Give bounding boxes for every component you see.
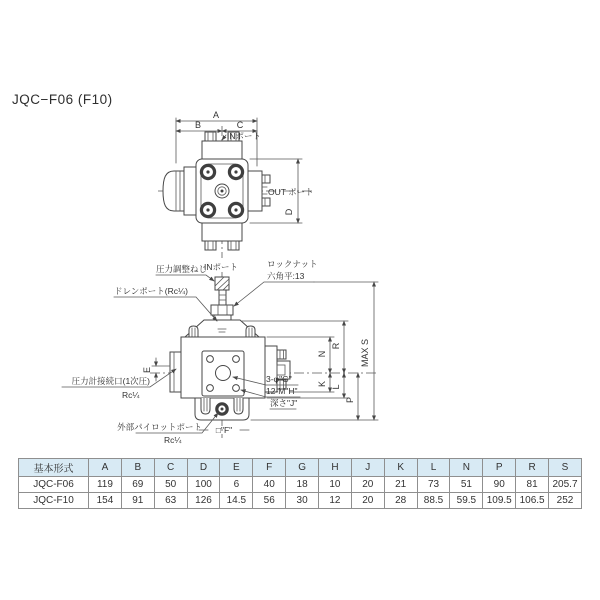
- label-square-f: □"F": [215, 425, 233, 435]
- cell-value: 252: [549, 493, 582, 509]
- label-in-port-bottom: INポート: [204, 262, 239, 272]
- base-bolt-right: [234, 398, 243, 414]
- cap-ear-right: [246, 326, 255, 337]
- col-header-f: F: [253, 459, 286, 477]
- cell-value: 73: [417, 477, 450, 493]
- adjustment-screw: [215, 277, 229, 306]
- label-pressure-adjust-screw: 圧力調整ねじ: [156, 264, 208, 274]
- dim-max-s-label: MAX S: [360, 338, 370, 368]
- cell-value: 56: [253, 493, 286, 509]
- dim-p-label: P: [345, 396, 355, 404]
- plan-bottom-tab-right: [228, 241, 239, 250]
- label-drain-port: ドレンポート(Rc¼): [114, 286, 188, 296]
- plan-out-ear-top: [262, 175, 270, 183]
- col-header-a: A: [89, 459, 122, 477]
- label-holes-g: 3-φ"G": [266, 374, 292, 384]
- col-header-model: 基本形式: [19, 459, 89, 477]
- cell-value: 51: [450, 477, 483, 493]
- cell-value: 91: [121, 493, 154, 509]
- label-in-port-top: INポート: [227, 131, 262, 141]
- label-depth-j: 深さ"J": [270, 398, 298, 408]
- cell-value: 119: [89, 477, 122, 493]
- col-header-d: D: [187, 459, 220, 477]
- table-row: [19, 477, 582, 493]
- face-plate: [202, 351, 244, 396]
- plan-left-step: [184, 167, 196, 215]
- cell-value: 88.5: [417, 493, 450, 509]
- cell-value: 69: [121, 477, 154, 493]
- cell-value: 109.5: [483, 493, 516, 509]
- cell-model: JQC-F06: [19, 477, 89, 493]
- col-header-l: L: [417, 459, 450, 477]
- plan-center-port: [215, 184, 229, 198]
- dim-d-label: D: [284, 208, 294, 216]
- label-gauge-port: 圧力計接続口(1次圧): [71, 376, 150, 386]
- dimension-table: [18, 458, 582, 509]
- table-body: [19, 477, 582, 509]
- dim-r-label: R: [331, 342, 341, 350]
- cell-value: 10: [319, 477, 352, 493]
- label-thread-h: 12-M"H": [266, 386, 298, 396]
- col-header-r: R: [516, 459, 549, 477]
- cell-value: 81: [516, 477, 549, 493]
- col-header-k: K: [384, 459, 417, 477]
- dim-e-label: E: [142, 366, 152, 374]
- col-header-n: N: [450, 459, 483, 477]
- base-bolt-left: [201, 398, 210, 414]
- plan-out-ear-bottom: [262, 198, 270, 206]
- plan-view: [158, 110, 314, 272]
- cell-value: 12: [319, 493, 352, 509]
- cell-value: 154: [89, 493, 122, 509]
- col-header-b: B: [121, 459, 154, 477]
- cell-model: JQC-F10: [19, 493, 89, 509]
- cell-value: 21: [384, 477, 417, 493]
- label-out-port: OUT ポート: [268, 187, 314, 197]
- plan-left-dome: [163, 171, 184, 211]
- label-hex-flat: 六角平:13: [267, 271, 305, 281]
- front-view: [62, 259, 378, 445]
- dim-a-label: A: [212, 110, 220, 120]
- label-gauge-port-size: Rc¼: [122, 390, 140, 400]
- dim-b-label: B: [194, 120, 202, 130]
- dim-k-label: K: [317, 380, 327, 388]
- col-header-s: S: [549, 459, 582, 477]
- table-header-row: [19, 459, 582, 477]
- cell-value: 18: [286, 477, 319, 493]
- cell-value: 6: [220, 477, 253, 493]
- plan-out-block: [248, 171, 262, 211]
- col-header-h: H: [319, 459, 352, 477]
- cell-value: 20: [351, 477, 384, 493]
- cell-value: 126: [187, 493, 220, 509]
- col-header-g: G: [286, 459, 319, 477]
- table-row: [19, 493, 582, 509]
- cell-value: 63: [154, 493, 187, 509]
- dim-n-label: N: [317, 350, 327, 358]
- col-header-j: J: [351, 459, 384, 477]
- cell-value: 28: [384, 493, 417, 509]
- cell-value: 59.5: [450, 493, 483, 509]
- plan-top-flange: [202, 141, 242, 159]
- cell-value: 30: [286, 493, 319, 509]
- label-lock-nut: ロックナット: [267, 259, 318, 269]
- plan-top-tab-left: [205, 132, 216, 141]
- plan-bottom-flange: [202, 223, 242, 241]
- plan-bottom-tab-left: [205, 241, 216, 250]
- dim-c-label: C: [236, 120, 244, 130]
- cell-value: 50: [154, 477, 187, 493]
- cell-value: 40: [253, 477, 286, 493]
- cell-value: 14.5: [220, 493, 253, 509]
- label-pilot-port: 外部パイロットポート: [117, 422, 202, 432]
- label-pilot-port-size: Rc¼: [164, 435, 182, 445]
- cell-value: 20: [351, 493, 384, 509]
- col-header-p: P: [483, 459, 516, 477]
- cell-value: 205.7: [549, 477, 582, 493]
- cap-ear-left: [189, 326, 198, 337]
- cell-value: 90: [483, 477, 516, 493]
- cell-value: 100: [187, 477, 220, 493]
- page-title: JQC−F06 (F10): [12, 92, 113, 107]
- dim-l-label: L: [331, 384, 341, 390]
- cell-value: 106.5: [516, 493, 549, 509]
- col-header-c: C: [154, 459, 187, 477]
- col-header-e: E: [220, 459, 253, 477]
